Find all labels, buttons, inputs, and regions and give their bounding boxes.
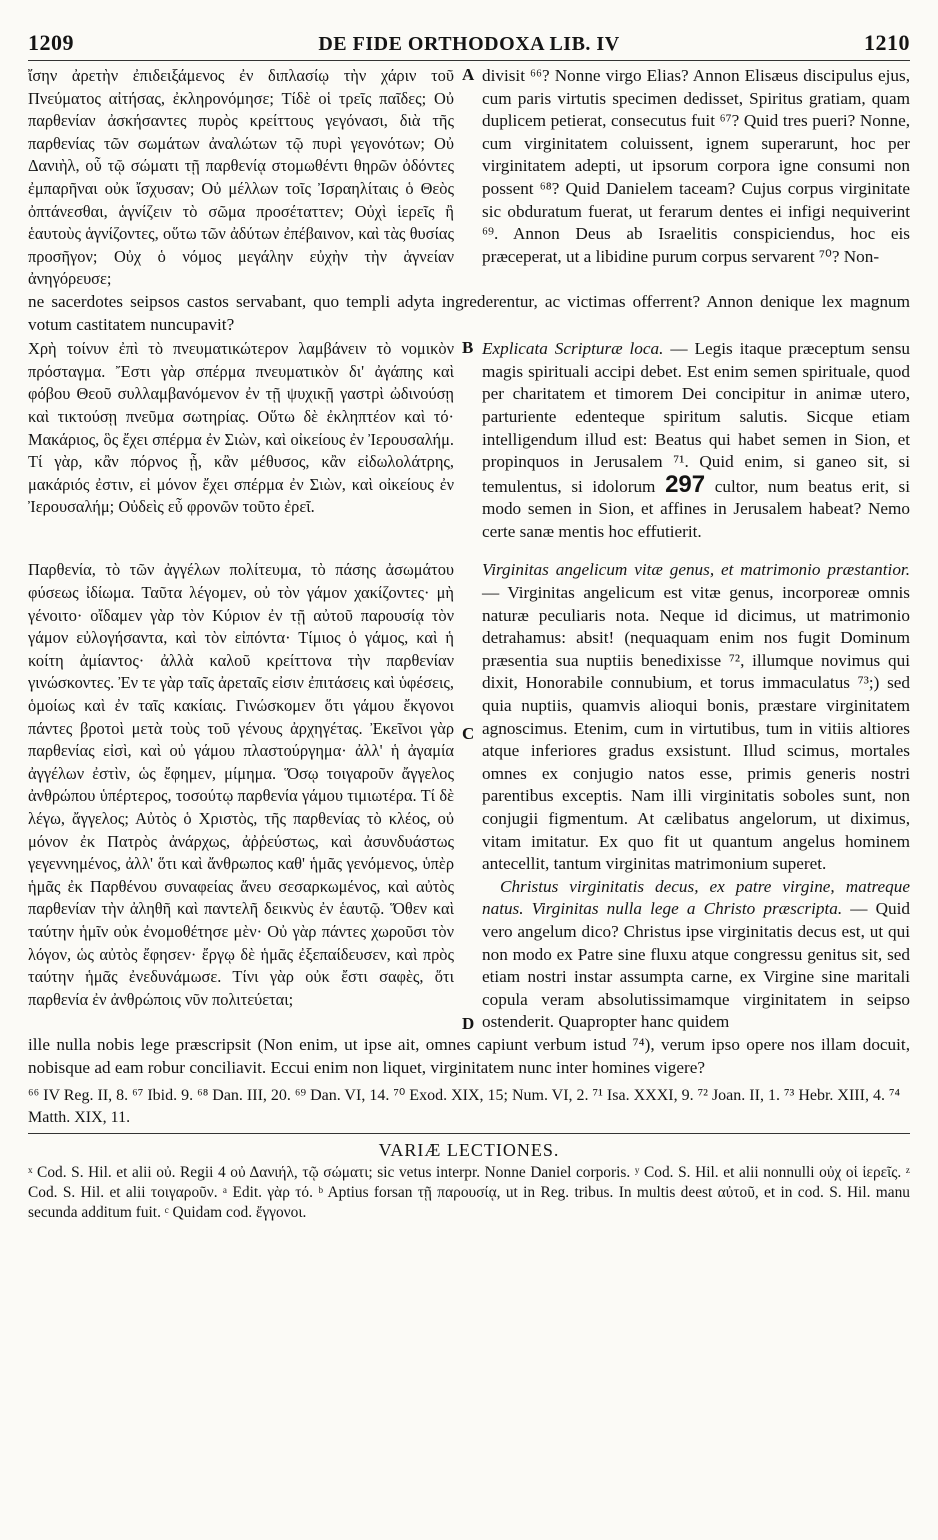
variae-text: ˣ Cod. S. Hil. et alii οὐ. Regii 4 οὐ Δανιήλ, τῷ σώματι; sic vetus interpr. Nonne Daniel corporis. ʸ Cod. S. Hil. et alii nonnulli οὐχ οἱ ἱερεῖς. ᶻ Cod. S. Hil. et alii τοιγαροῦν. ᵃ Edit. γὰρ τό. ᵇ Aptius forsan τῇ παρουσίᾳ, ut in Reg. tribus. In multis deest αὐτοῦ, et in cod. S. Hil. manu secunda additum fuit. ᶜ Quidam cod. ἔγγονοι. xyxy=(28,1164,910,1222)
margin-marker-d: D xyxy=(462,1014,475,1034)
right-page-number: 1210 xyxy=(863,30,910,55)
greek-text-1: ἴσην ἀρετὴν ἐπιδειξάμενος ἐν διπλασίῳ τὴν χάριν τοῦ Πνεύματος αἰτήσας, ἐκληρονόμησε; Τίδὲ οἱ τρεῖς παῖδες; Οὐ παρθενίαν ἀσκήσαντες πυρὸς κρείττους γεγόνασι, διὰ τῆς παρθενίας τῶν σωμάτων ἀναλώτων τῷ πυρὶ γεγονότων; Οὐ Δανιὴλ, οὗ τῷ σώματι τῇ παρθενίᾳ στομωθέντι θηρῶν ὀδόντες ἐμπαρῆναι οὐκ ἴσχυσαν; Οὐ μέλλων τοῖς Ἰσραηλίταις ὁ Θεὸς ὀπτάνεσθαι, ἁγνίζειν τὸ σῶμα προσέταττεν; Οὐχὶ ἱερεῖς ἢ ἑαυτοὺς ἁγνίζοντες, οὕτω τῶν ἀδύτων ἐπέβαινον, καὶ τὰς θυσίας προσῆγον; Οὐχ ὁ νόμος μεγάλην εὐχὴν τὴν ἁγνείαν ἀνηγόρευσε; xyxy=(28,66,454,289)
column-page-number: 297 xyxy=(665,470,706,498)
latin-subheading-2: Explicata Scripturæ loca. xyxy=(482,339,664,359)
latin-body-3b: — Quid vero angelum dico? Christus ipse virginitatis decus est, ut qui non modo ex Patre sine fluxu atque congressu genitus sit, sed etiam nostri instar assumpta carne, ex Virgine sine maritali copula veram absolutissimamque virginitatem in seipso ostenderit. Quapropter hanc quidem xyxy=(482,899,910,1032)
greek-text-3: Παρθενία, τὸ τῶν ἀγγέλων πολίτευμα, τὸ πάσης ἀσωμάτου φύσεως ἰδίωμα. Ταῦτα λέγομεν, οὐ τὸν γάμον χακίζοντες· μὴ γένοιτο· οἴδαμεν γὰρ τὸν Κύριον ἐν τῇ αὐτοῦ παρουσίᾳ τὸν γάμον εὐλογήσαντα, καὶ τὸν εἰπόντα· Τίμιος ὁ γάμος, καὶ ἡ κοίτη ἀμίαντος· ἀλλὰ καλοῦ κρείττονα τὴν παρθενίαν γινώσκοντες. Ἐν τε γὰρ ταῖς ἀρεταῖς εἰσιν ἐπιτάσεις καὶ ὑφέσεις, ὁμοίως καὶ ἐν ταῖς κακίαις. Γινώσκομεν ὅτι γάμου ἔκγονοι πάντες βροτοὶ μετὰ τοὺς τοῦ γένους ἀρχηγέτας. Ἐκεῖνοι γὰρ παρθενίας εἰσὶ, καὶ οὐ γάμου πλαστούργημα· ἀλλ' ἡ ἀγαμία ἀγγέλων ἐστὶν, ὡς ἔφημεν, μίμημα. Ὅσῳ τοιγαροῦν ἄγγελος ἀνθρώπου ὑπέρτερος, τοσούτῳ παρθενία γάμου τιμιωτέρα. Τί δὲ λέγω, ἄγγελος; Αὐτὸς ὁ Χριστὸς, τῆς παρθενίας τὸ κλέος, οὐ μόνον ἐκ Πατρὸς ἀνάρχως, ἀῤῥεύστως, καὶ ἀσυνδυάστως γεγεννημένος, ἀλλ' ὅτι καὶ ἄνθρωπος καθ' ἡμᾶς γενόμενος, ὑπὲρ ἡμᾶς ἐκ Παρθένου συναφείας ἄνευ σεσαρκωμένος, καὶ αὐτὸς παρθενίαν τὴν ἀληθῆ καὶ παντελῆ δεικνὺς ἐν ἑαυτῷ. Ὅθεν καὶ ταύτην ἡμῖν οὐκ ἐνομοθέτησε μὲν· Οὐ γὰρ πάντες χωροῦσι τὸν λόγον, ὡς αὐτὸς ἔφησεν· ἔργῳ δὲ ἡμᾶς ἐξεπαίδευσεν, καὶ πρὸς ταύτην ἡμᾶς ἐνεδυνάμωσε. Τίνι γὰρ οὐκ ἔστι σαφὲς, ὅτι παρθενία ἐν ἀνθρώποις νῦν πολιτεύεται; xyxy=(28,560,454,1009)
section-3 xyxy=(28,559,910,1033)
section-1 xyxy=(28,65,910,291)
latin-text-1: divisit ⁶⁶? Nonne virgo Elias? Annon Elisæus discipulus ejus, cum paris virtutis specimen dedisset, Spiritus gratiam, quam duplicem petierat, consecutus fuit ⁶⁷? Quid tres pueri? Nonne, cum virginitatem coluissent, ignem superarunt, hoc per virginitatem adepti, ut ipsorum corpora igne consumi non possent ⁶⁸? Quid Danielem taceam? Cujus corpus virginitate sic obduratum fuerat, ut ferarum dentes ei infigi nequiverint ⁶⁹. Annon Deus ab Israelitis conspiciendus, hoc eis præceperat, ut a libidine purum corpus servarent ⁷⁰? Non- xyxy=(482,66,910,266)
latin-text-2 xyxy=(482,338,910,543)
latin-text-3a xyxy=(482,559,910,875)
full-width-text-3: ille nulla nobis lege præscripsit (Non enim, ut ipse ait, omnes capiunt verbum istud ⁷⁴), verum ipso opere nos illam docuit, nobisque ad eam robur conciliavit. Eccui enim non liquet, virginitatem nunc inter homines vigere? xyxy=(28,1034,910,1077)
page-title: DE FIDE ORTHODOXA LIB. IV xyxy=(318,33,620,55)
latin-body-3a: — Virginitas angelicum est vitæ genus, incorporeæ omnis naturæ peculiaris nota. Neque id dicimus, ut matrimonio detrahamus: absit! (nequaquam enim nos fugit Dominum præsentia sua nuptiis benedixisse ⁷², illumque novimus qui dixit, Honorabile connubium, et torus immaculatus ⁷³;) sed quia nuptiis, quamvis alioqui bonis, præstare virginitatem agnoscimus. Etenim, cum in virtutibus, tum in vitiis altiores atque inferiores gradus exsistunt. Illud scimus, mortales omnes ex conjugio natos esse, primis generis nostri parentibus exceptis. Nam illi virginitatis soboles sunt, non conjugii figmentum. At cælibatus angelorum, ut diximus, vitam imitatur. Ex quo fit ut quantum angelus hominem antecellit, tantum virginitas matrimonium superet. xyxy=(482,583,910,874)
section-2 xyxy=(28,338,910,543)
variae-heading: VARIÆ LECTIONES. xyxy=(378,1140,560,1161)
latin-subheading-3a: Virginitas angelicum vitæ genus, et matrimonio præstantior. xyxy=(482,560,910,580)
latin-body-2: — Legis itaque præceptum sensu magis spirituali accipi debet. Est enim semen spirituale, quod per charitatem et timorem Dei concipitur in animæ utero, parturiente edenteque spiritum salutis. Sicque etiam intelligendum illud est: Beatus qui habet semen in Sion, et propinquos in Jerusalem ⁷¹. Quid enim, si ganeo sit, si temulentus, si idolorum xyxy=(482,339,911,496)
latin-subheading-3b: Christus virginitatis decus, ex patre virgine, matreque natus. Virginitas nulla lege a Christo præscripta. xyxy=(482,876,910,919)
running-header xyxy=(28,30,910,61)
footnotes: ⁶⁶ IV Reg. II, 8. ⁶⁷ Ibid. 9. ⁶⁸ Dan. III, 20. ⁶⁹ Dan. VI, 14. ⁷⁰ Exod. XIX, 15; Num. VI, 2. ⁷¹ Isa. XXXI, 9. ⁷² Joan. II, 1. ⁷³ Hebr. XIII, 4. ⁷⁴ Matth. XIX, 11. xyxy=(28,1085,910,1134)
full-width-text-1: ne sacerdotes seipsos castos servabant, quo templi adyta ingrederentur, ac victimas offerrent? Annon denique lex magnum votum castitatem nuncupavit? xyxy=(28,291,910,334)
margin-marker-c: C xyxy=(462,724,475,744)
left-page-number: 1209 xyxy=(28,30,74,55)
margin-marker-b: B xyxy=(462,338,474,358)
latin-text-3b xyxy=(482,876,910,1034)
margin-marker-a: A xyxy=(462,65,475,84)
latin-body-2-end: cultor, num beatus erit, si modo semen in Sion, et affines in Jerusalem habeat? Nemo certe sanæ mentis hoc effutierit. xyxy=(482,476,911,541)
greek-text-2: Χρὴ τοίνυν ἐπὶ τὸ πνευματικώτερον λαμβάνειν τὸ νομικὸν πρόσταγμα. Ἔστι γὰρ σπέρμα πνευματικὸν δι' ἀγάπης καὶ φόβου Θεοῦ συλλαμβανόμενον ἐν τῇ ψυχικῇ γαστρὶ ὠδινούσῃ καὶ τικτούσῃ πνεῦμα σωτηρίας. Οὕτω δὲ ἐκληπτέον καὶ τό· Μακάριος, ὃς ἔχει σπέρμα ἐν Σιὼν, καὶ οἰκείους ἐν Ἰερουσαλήμ. Τί γὰρ, κἂν πόρνος ᾖ, κἂν μέθυσος, κἂν εἰδωλολάτρης, μακάριός ἐστιν, εἰ μόνον ἔχει σπέρμα ἐν Σιὼν, καὶ οἰκείους ἐν Ἰερουσαλήμ; Οὐδεὶς εὖ φρονῶν τοῦτο ἐρεῖ. xyxy=(28,339,454,517)
